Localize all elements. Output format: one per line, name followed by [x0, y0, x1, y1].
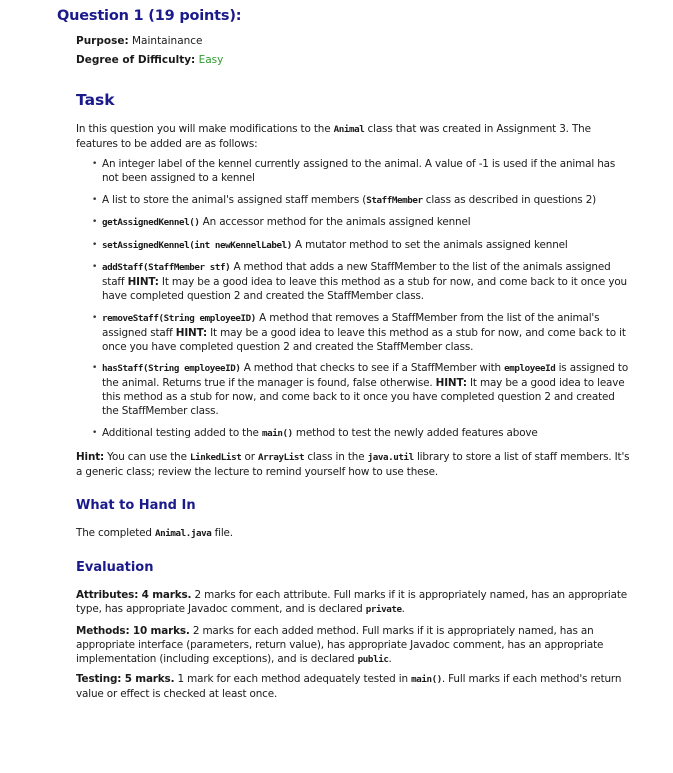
hint-label: Hint:	[76, 451, 105, 463]
list-item: • removeStaff(String employeeID) A method that removes a StaffMember from the list of the animal's assigned staff HINT: It may be a good idea to leave this method as a stub for now, and come back to it once you have completed question 2 and created the StaffMember class.	[92, 311, 632, 354]
difficulty-value: Easy	[198, 54, 224, 66]
list-item: • getAssignedKennel() An accessor method for the animals assigned kennel	[92, 215, 632, 230]
list-item: • hasStaff(String employeeID) A method that checks to see if a StaffMember with employeeId is assigned to the animal. Returns true if the manager is found, false otherwise. HINT: It may be a good idea to leave this method as a stub for now, and come back to it once you have completed question 2 and created the StaffMember class.	[92, 361, 632, 418]
task-intro	[76, 122, 632, 151]
question-title: Question 1 (19 points):	[57, 8, 242, 24]
intro-text-2: class that was created in Assignment 3. The features to be added are as follows:	[76, 123, 591, 150]
difficulty-line	[76, 54, 223, 66]
intro-code: Animal	[333, 124, 365, 135]
feature-list	[92, 157, 632, 448]
purpose-line	[76, 35, 203, 47]
handin-text: The completed Animal.java file.	[76, 527, 233, 539]
intro-text: In this question you will make modifications to the	[76, 123, 334, 135]
purpose-value: Maintainance	[132, 35, 203, 47]
eval-attributes: Attributes: 4 marks. 2 marks for each attribute. Full marks if it is appropriately named, has an appropriate type, has appropriate Javadoc comment, and is declared private.	[76, 589, 628, 615]
list-item: • setAssignedKennel(int newKennelLabel) A mutator method to set the animals assigned kennel	[92, 238, 632, 253]
handin-heading: What to Hand In	[76, 498, 196, 513]
hint-paragraph: Hint: You can use the LinkedList or ArrayList class in the java.util library to store a list of staff members. It's a generic class; review the lecture to remind yourself how to use these.	[76, 451, 630, 478]
evaluation-heading: Evaluation	[76, 560, 154, 575]
list-item: • A list to store the animal's assigned staff members (StaffMember class as described in questions 2)	[92, 193, 632, 208]
purpose-label: Purpose:	[76, 35, 129, 47]
eval-methods: Methods: 10 marks. 2 marks for each added method. Full marks if it is appropriately named, has an appropriate interface (parameters, return value), has appropriate Javadoc comment, has an appropriate implementation (including exceptions), and is declared public.	[76, 625, 604, 665]
task-heading: Task	[76, 91, 115, 109]
list-item: • addStaff(StaffMember stf) A method that adds a new StaffMember to the list of the animals assigned staff HINT: It may be a good idea to leave this method as a stub for now, and come back to it once you have completed question 2 and created the StaffMember class.	[92, 260, 632, 303]
list-item: • Additional testing added to the main() method to test the newly added features above	[92, 426, 632, 441]
eval-testing: Testing: 5 marks. 1 mark for each method adequately tested in main(). Full marks if each method's return value or effect is checked at least once.	[76, 673, 622, 700]
difficulty-label: Degree of Difficulty:	[76, 54, 196, 66]
list-item: • An integer label of the kennel currently assigned to the animal. A value of -1 is used if the animal has not been assigned to a kennel	[92, 157, 632, 185]
